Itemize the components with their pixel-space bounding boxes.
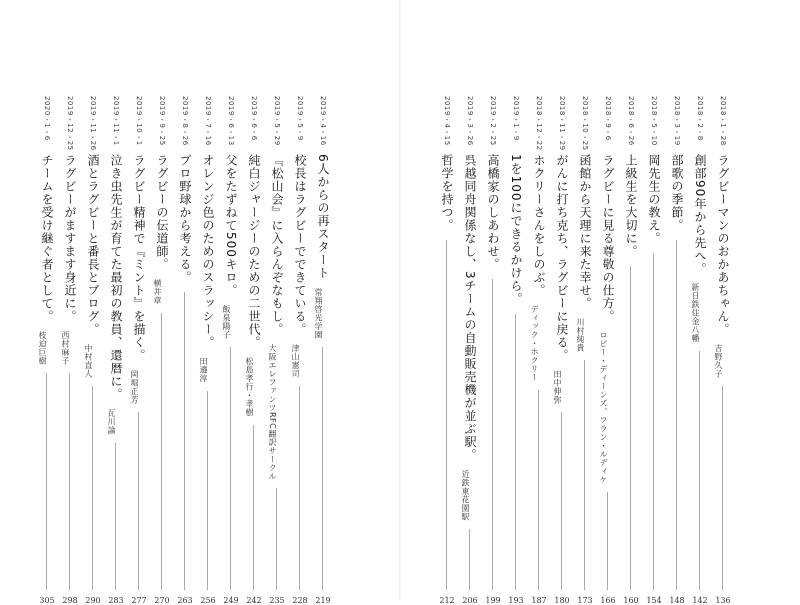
toc-entry [105, 96, 127, 605]
toc-entry [528, 96, 550, 605]
page-number: 148 [669, 596, 685, 605]
entry-author: 常翔啓光学園 [314, 287, 323, 339]
entry-text [82, 154, 104, 378]
entry-author: 津山憲司 [291, 344, 300, 378]
toc-entry [712, 96, 734, 605]
entry-title: 創部90年から先へ。 [693, 154, 707, 276]
entry-author: ロビー・ディーンズ、フラン・ルディケ [599, 331, 608, 484]
entry-date: 2018・10・25 [581, 96, 589, 151]
right-page [400, 0, 800, 605]
page-number: 305 [39, 596, 55, 605]
toc-entry [597, 96, 619, 605]
entry-text [128, 154, 150, 404]
entry-title: 酒とラグビーと番長とブログ。 [86, 154, 100, 336]
leader-rule [561, 412, 562, 590]
entry-date: 2018・12・22 [535, 96, 543, 151]
entry-author: 大阪エレファンツRFC翻訳サークル [268, 344, 277, 481]
entry-text [459, 154, 481, 521]
entry-author: ディック・ホクリー [530, 305, 539, 382]
entry-title: ラグビーに見る尊敬の仕方。 [601, 154, 615, 323]
toc-entry [643, 96, 665, 605]
entry-text [574, 154, 596, 352]
leader-rule [207, 391, 208, 590]
entry-author: 田中伸弥 [553, 370, 562, 404]
entry-date: 2019・7・16 [204, 96, 212, 146]
leader-rule [607, 492, 608, 590]
entry-text [597, 154, 619, 484]
entry-text [289, 154, 311, 378]
entry-date: 2019・3・26 [466, 96, 474, 146]
entry-title: 上級生を大切に。 [624, 154, 638, 258]
entry-text [643, 154, 665, 245]
entry-date: 2019・8・26 [181, 96, 189, 146]
leader-rule [230, 347, 231, 590]
entry-title: ラグビーの伝道師。 [155, 154, 169, 271]
entry-text [266, 154, 288, 480]
leader-rule [92, 386, 93, 590]
entry-date: 2019・6・13 [227, 96, 235, 146]
page-number: 180 [554, 596, 570, 605]
leader-rule [469, 529, 470, 590]
toc-entry [197, 96, 219, 605]
entry-text [105, 154, 127, 435]
entry-author: 新日鉄住金八幡 [691, 283, 700, 343]
entry-title: 部歌の季節。 [670, 154, 684, 232]
page-number: 193 [508, 596, 524, 605]
entry-date: 2020・1・6 [43, 96, 51, 141]
entry-title: 純白ジャージーのための二世代。 [247, 154, 261, 349]
page-number: 290 [85, 596, 101, 605]
page-number: 283 [108, 596, 124, 605]
entry-title: オレンジ色のためのスラッシー。 [201, 154, 215, 349]
entry-date: 2018・1・28 [719, 96, 727, 146]
toc-entry [312, 96, 334, 605]
page-number: 206 [462, 596, 478, 605]
page-number: 166 [600, 596, 616, 605]
entry-text [220, 154, 242, 339]
entry-title: 『松山会』に入らんぞなもし。 [270, 154, 284, 336]
entry-date: 2019・1・9 [512, 96, 520, 141]
entry-text [36, 154, 58, 365]
entry-date: 2018・3・19 [673, 96, 681, 146]
entry-text [689, 154, 711, 343]
leader-rule [138, 412, 139, 590]
toc-entry [459, 96, 481, 605]
leader-rule [69, 373, 70, 590]
entry-text [551, 154, 573, 404]
leader-rule [653, 253, 654, 590]
entry-date: 2018・2・8 [696, 96, 704, 141]
entry-date: 2019・4・15 [443, 96, 451, 146]
entry-title: プロ野球から考える。 [178, 154, 192, 284]
toc-entry [82, 96, 104, 605]
toc-entry [620, 96, 642, 605]
toc-entry [289, 96, 311, 605]
entry-date: 2019・11・26 [89, 96, 97, 151]
entry-text [197, 154, 219, 383]
entry-text [482, 154, 504, 271]
entry-text [436, 154, 458, 232]
leader-rule [322, 347, 323, 590]
toc-entry [666, 96, 688, 605]
leader-rule [699, 351, 700, 590]
entry-author: 飯泉陽子 [222, 304, 231, 339]
entry-title: 岡先生の教え。 [647, 154, 661, 245]
entry-text [174, 154, 196, 284]
leader-rule [299, 386, 300, 590]
entry-author: 枝迫巨樹 [38, 331, 47, 365]
leader-rule [722, 386, 723, 590]
page-number: 270 [154, 596, 170, 605]
entry-text [666, 154, 688, 232]
page-number: 173 [577, 596, 593, 605]
entry-date: 2018・6・26 [627, 96, 635, 146]
entry-text [151, 154, 173, 305]
leader-rule [538, 390, 539, 590]
page-number: 219 [315, 596, 331, 605]
leader-rule [515, 314, 516, 590]
entry-date: 2019・11・1 [112, 96, 120, 146]
page-number: 249 [223, 596, 239, 605]
entry-title: 1を100にできるかけら。 [509, 154, 523, 306]
entry-date: 2019・2・25 [489, 96, 497, 146]
entry-title: 高橋家のしあわせ。 [486, 154, 500, 271]
page-number: 212 [439, 596, 455, 605]
page-number: 298 [62, 596, 78, 605]
entry-author: 吉野久子 [714, 344, 723, 378]
entry-title: 校長はラグビーでできている。 [293, 154, 307, 336]
entry-text [712, 154, 734, 378]
entry-author: 岡堀正芳 [130, 370, 139, 404]
page-number: 228 [292, 596, 308, 605]
leader-rule [115, 443, 116, 590]
entry-author: 横井章 [153, 279, 162, 305]
entry-author: 瓦川論 [107, 409, 116, 435]
entry-date: 2019・5・9 [296, 96, 304, 141]
entry-title: 哲学を持つ。 [440, 154, 454, 232]
entry-date: 2018・11・29 [558, 96, 566, 151]
entry-title: 函館から天理に来た幸せ。 [578, 154, 592, 310]
entry-title: がんに打ち克ち、ラグビーに戻る。 [555, 154, 569, 362]
page-number: 154 [646, 596, 662, 605]
leader-rule [584, 360, 585, 590]
toc-entry [243, 96, 265, 605]
toc-entry [436, 96, 458, 605]
page-number: 263 [177, 596, 193, 605]
entry-text [528, 154, 550, 382]
entry-title: ホクリーさんをしのぶ。 [532, 154, 546, 297]
page-number: 277 [131, 596, 147, 605]
leader-rule [492, 279, 493, 590]
entry-text [59, 154, 81, 365]
entry-date: 2019・9・25 [158, 96, 166, 146]
toc-entry [220, 96, 242, 605]
entry-text [312, 154, 334, 339]
entry-author: 田邉淳 [199, 357, 208, 383]
entry-title: ラグビーがますます身近に。 [63, 154, 77, 323]
page-number: 187 [531, 596, 547, 605]
toc-entry [689, 96, 711, 605]
entry-date: 2018・9・6 [604, 96, 612, 141]
entry-title: 父をたずねて500キロ。 [224, 154, 238, 297]
toc-entry [36, 96, 58, 605]
entry-title: チームを受け継ぐ者として。 [40, 154, 54, 323]
entry-text [505, 154, 527, 306]
entry-date: 2019・12・25 [66, 96, 74, 151]
entry-title: ラグビーマンのおかあちゃん。 [716, 154, 730, 336]
entry-date: 2019・10・1 [135, 96, 143, 146]
entry-date: 2019・4・16 [319, 96, 327, 146]
toc-entry [59, 96, 81, 605]
entry-author: 中村直人 [84, 344, 93, 378]
leader-rule [276, 488, 277, 590]
entry-text [243, 154, 265, 417]
page-number: 256 [200, 596, 216, 605]
page-number: 160 [623, 596, 639, 605]
entry-date: 2019・5・29 [273, 96, 281, 146]
page-number: 199 [485, 596, 501, 605]
entry-text [620, 154, 642, 258]
entry-author: 松島孝行・孝樹 [245, 357, 254, 417]
toc-entry [151, 96, 173, 605]
toc-entry [174, 96, 196, 605]
leader-rule [161, 313, 162, 590]
toc-entry [482, 96, 504, 605]
leader-rule [630, 266, 631, 590]
leader-rule [676, 240, 677, 590]
entry-author: 近鉄東花園駅 [461, 469, 470, 521]
page-number: 242 [246, 596, 262, 605]
page-number: 136 [715, 596, 731, 605]
entry-title: 6人からの再スタート [316, 154, 330, 280]
leader-rule [46, 373, 47, 590]
page-number: 235 [269, 596, 285, 605]
toc-entry [551, 96, 573, 605]
toc-entry [128, 96, 150, 605]
entry-author: 西村麻子 [61, 331, 70, 365]
leader-rule [253, 425, 254, 590]
leader-rule [184, 292, 185, 590]
page-number: 142 [692, 596, 708, 605]
entry-title: 泣き虫先生が育てた最初の教員、還暦に。 [109, 154, 123, 401]
entry-title: 呉越同舟関係なし、3チームの自動販売機が並ぶ駅。 [463, 154, 477, 462]
entry-title: ラグビー精神で『ミント』を描く。 [132, 154, 146, 362]
entry-date: 2019・6・6 [250, 96, 258, 141]
toc-entry [266, 96, 288, 605]
toc-entry [505, 96, 527, 605]
entry-author: 川村純貴 [576, 318, 585, 352]
leader-rule [446, 240, 447, 590]
entry-date: 2018・5・10 [650, 96, 658, 146]
toc-entry [574, 96, 596, 605]
